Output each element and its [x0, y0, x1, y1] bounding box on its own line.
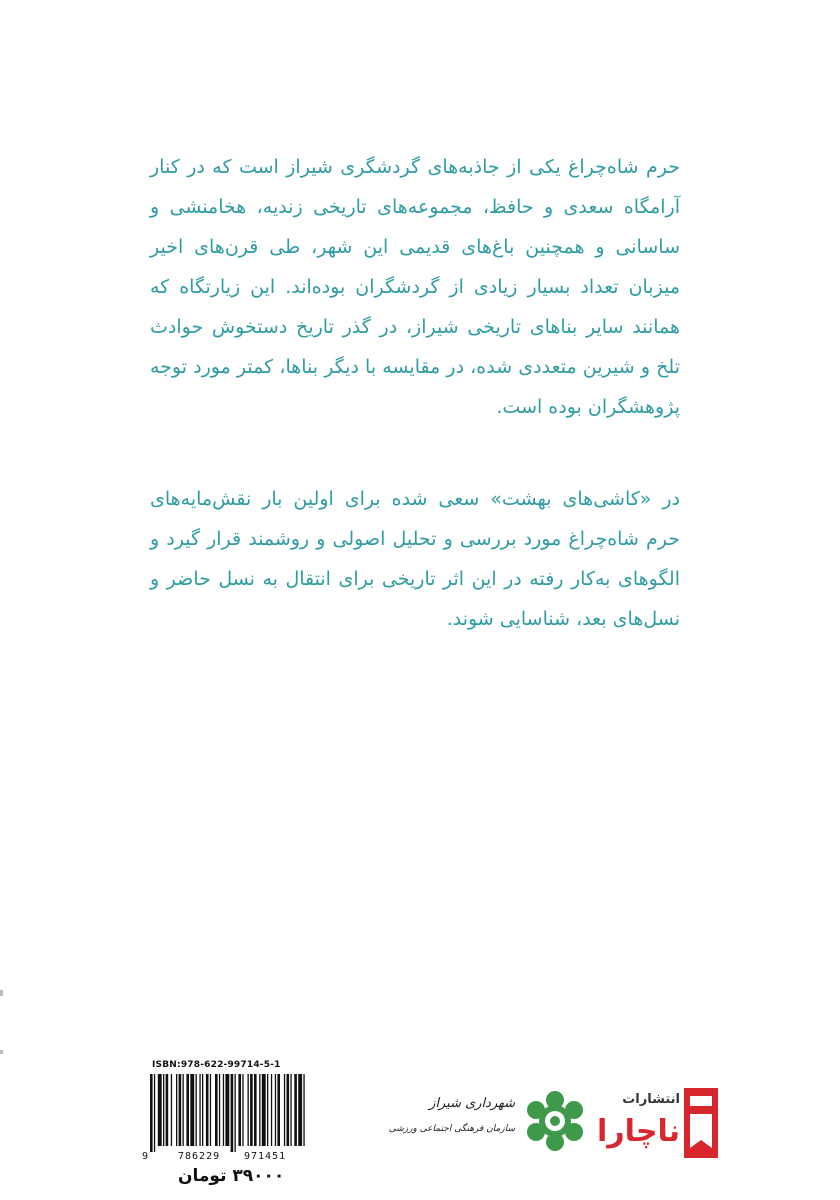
barcode-bar [179, 1074, 182, 1146]
publisher-mark-icon [684, 1088, 718, 1158]
barcode-bar [235, 1074, 236, 1152]
barcode-bar [238, 1074, 241, 1146]
isbn-label: ISBN:978-622-99714-5-1 [152, 1060, 281, 1070]
edge-mark [0, 1050, 3, 1054]
barcode-bar [150, 1074, 153, 1152]
isbn-barcode [140, 1058, 312, 1168]
blurb-paragraph-1: حرم شاه‌چراغ یکی از جاذبه‌های گردشگری شیراز است که در کنار آرامگاه سعدی و حافظ، مجموعه‌های تاریخی زندیه، هخامنشی و ساسانی و همچنین باغ‌های قدیمی این شهر، طی قرن‌های اخیر میزبان تعداد بسیار زیادی از گردشگران بوده‌اند. این زیارتگاه که همانند سایر بناهای تاریخی شیراز، در گذر تاریخ دستخوش حوادث تلخ و شیرین متعددی شده، در مقایسه با دیگر بناها، کمتر مورد توجه پژوهشگران بوده است. [150, 156, 680, 418]
barcode-bar [303, 1074, 304, 1146]
barcode-bar [287, 1074, 290, 1146]
barcode-bar [254, 1074, 257, 1146]
barcode-bar [277, 1074, 280, 1146]
barcode-bar [176, 1074, 177, 1146]
barcode-bar [294, 1074, 297, 1146]
municipality-name: شهرداری شیراز [429, 1096, 515, 1111]
barcode-digits-left: 786229 [178, 1151, 221, 1162]
barcode-bar [231, 1074, 234, 1152]
flower-emblem-icon [522, 1088, 588, 1154]
barcode-bar [215, 1074, 218, 1146]
barcode-bar [298, 1074, 302, 1146]
barcode-bar [210, 1074, 211, 1146]
barcode-bar [186, 1074, 189, 1146]
publisher-logo [596, 1082, 718, 1162]
barcode-bar [166, 1074, 169, 1146]
municipality-org: سازمان فرهنگی اجتماعی ورزشی [388, 1124, 515, 1134]
barcode-bar [223, 1074, 224, 1146]
barcode-digits-right: 971451 [244, 1151, 287, 1162]
edge-mark [0, 990, 3, 996]
barcode-bar [158, 1074, 162, 1146]
barcode-bar [271, 1074, 272, 1146]
barcode-bar [250, 1074, 253, 1146]
barcode-bar [290, 1074, 291, 1146]
barcode-bar [267, 1074, 268, 1146]
barcode-bar [199, 1074, 200, 1146]
barcode-bar [284, 1074, 285, 1146]
barcode-bar [259, 1074, 260, 1146]
barcode-bar [262, 1074, 266, 1146]
barcode-bar [163, 1074, 164, 1146]
barcode-bar [190, 1074, 194, 1146]
barcode-bar [242, 1074, 243, 1146]
price-label: ۳۹۰۰۰ تومان [178, 1166, 285, 1186]
barcode-bars [140, 1074, 312, 1152]
barcode-bar [275, 1074, 276, 1146]
barcode-bar [196, 1074, 197, 1146]
barcode-bar [225, 1074, 229, 1146]
barcode-bar [171, 1074, 172, 1146]
barcode-bar [154, 1074, 155, 1152]
barcode-bar [219, 1074, 220, 1146]
blurb-paragraph-2: در «کاشی‌های بهشت» سعی شده برای اولین بار نقش‌مایه‌های حرم شاه‌چراغ مورد بررسی و تحلیل اصولی و روشمند قرار گیرد و الگوهای به‌کار رفته در این اثر تاریخی برای انتقال به نسل حاضر و نسل‌های بعد، شناسایی شوند. [150, 488, 680, 630]
barcode-bar [202, 1074, 203, 1146]
publisher-name: ناچارا [597, 1114, 680, 1149]
publisher-label: انتشارات [622, 1092, 680, 1107]
shiraz-municipality-logo [388, 1088, 590, 1158]
barcode-bar [248, 1074, 249, 1146]
barcode-bar [206, 1074, 209, 1146]
barcode-digits-lead: 9 [142, 1151, 150, 1162]
barcode-bar [183, 1074, 184, 1146]
